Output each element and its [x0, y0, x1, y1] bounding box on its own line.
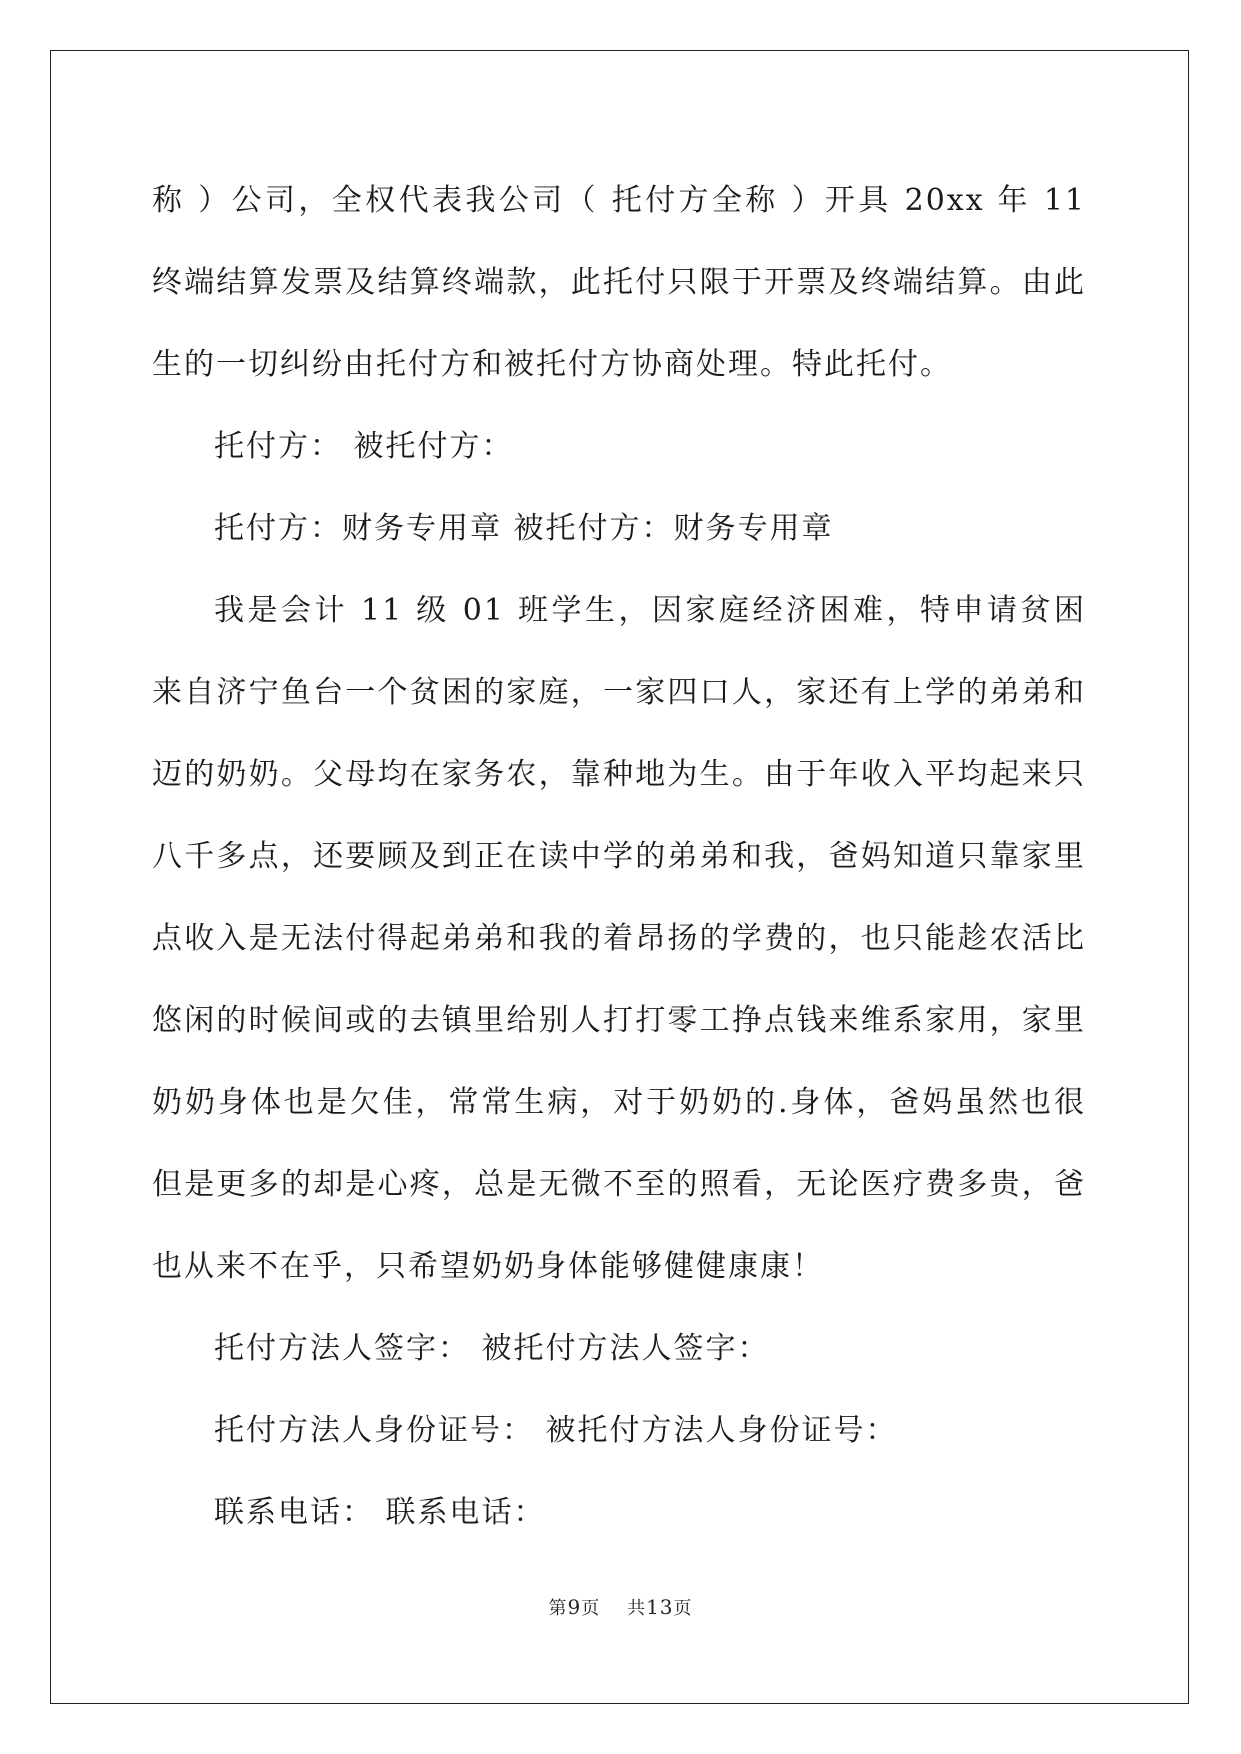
text-line-15: 托付方法人签字： 被托付方法人签字： [214, 1331, 770, 1366]
text-line-8: 迈的奶奶。父母均在家务农，靠种地为生。由于年收入平均起来只 [152, 757, 1086, 792]
document-body [152, 160, 1086, 1554]
footer-page-number: 9 [567, 1595, 582, 1619]
text-line-13: 但是更多的却是心疼，总是无微不至的照看，无论医疗费多贵，爸 [152, 1167, 1086, 1202]
text-line-9: 八千多点，还要顾及到正在读中学的弟弟和我，爸妈知道只靠家里 [152, 839, 1086, 874]
text-line-4: 托付方： 被托付方： [214, 429, 514, 464]
text-line-14: 也从来不在乎，只希望奶奶身体能够健健康康！ [152, 1249, 824, 1284]
text-line-1: 称 ）公司，全权代表我公司（ 托付方全称 ）开具 20xx 年 11 [152, 183, 1086, 218]
footer-prefix: 第 [548, 1598, 568, 1619]
text-line-3: 生的一切纠纷由托付方和被托付方协商处理。特此托付。 [152, 347, 952, 382]
text-line-5: 托付方：财务专用章 被托付方：财务专用章 [214, 511, 834, 546]
text-line-16: 托付方法人身份证号： 被托付方法人身份证号： [214, 1413, 898, 1448]
text-line-2: 终端结算发票及结算终端款，此托付只限于开票及终端结算。由此 [152, 265, 1086, 300]
footer-total-pages: 13 [646, 1595, 674, 1619]
page-footer [0, 1594, 1241, 1620]
footer-page-suffix: 页 [581, 1598, 601, 1619]
text-line-12: 奶奶身体也是欠佳，常常生病，对于奶奶的.身体，爸妈虽然也很 [152, 1085, 1086, 1120]
footer-total-suffix: 页 [673, 1598, 693, 1619]
text-line-11: 悠闲的时候间或的去镇里给别人打打零工挣点钱来维系家用，家里 [152, 1003, 1086, 1038]
text-line-7: 来自济宁鱼台一个贫困的家庭，一家四口人，家还有上学的弟弟和 [152, 675, 1086, 710]
text-line-17: 联系电话： 联系电话： [214, 1495, 546, 1530]
text-line-10: 点收入是无法付得起弟弟和我的着昂扬的学费的，也只能趁农活比 [152, 921, 1086, 956]
text-line-6: 我是会计 11 级 01 班学生，因家庭经济困难，特申请贫困 [214, 593, 1086, 628]
footer-total-prefix: 共 [627, 1598, 647, 1619]
